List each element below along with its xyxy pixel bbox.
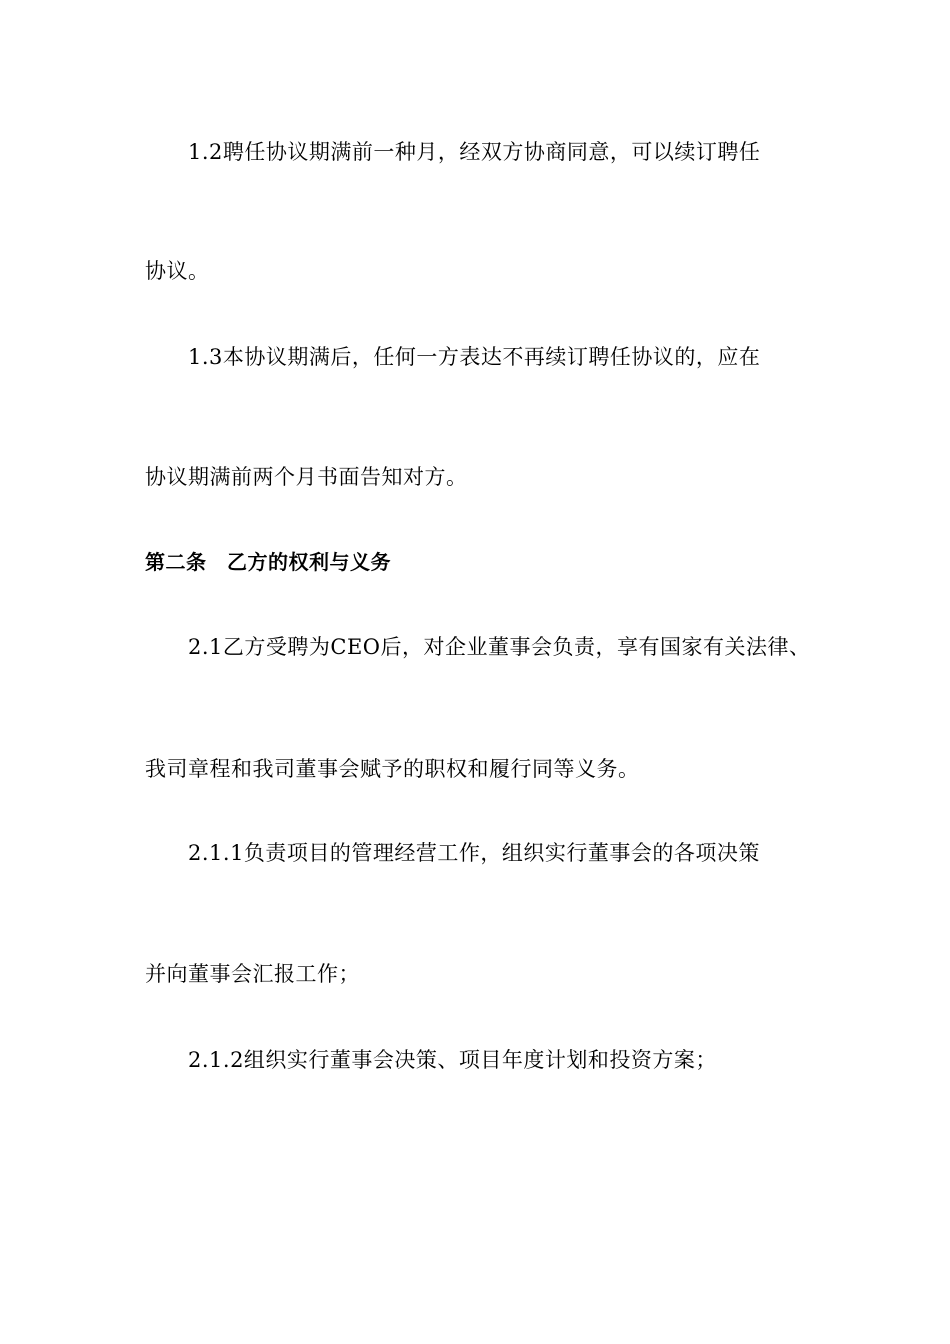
paragraph-2-1-line-1: 2.1乙方受聘为CEO后，对企业董事会负责，享有国家有关法律、 [188, 635, 811, 659]
section-heading: 第二条 乙方的权利与义务 [145, 550, 391, 574]
paragraph-1-3-line-1: 1.3本协议期满后，任何一方表达不再续订聘任协议的，应在 [188, 345, 761, 369]
paragraph-1-2-line-1: 1.2聘任协议期满前一种月，经双方协商同意，可以续订聘任 [188, 140, 761, 164]
paragraph-2-1-2-line-1: 2.1.2组织实行董事会决策、项目年度计划和投资方案； [188, 1048, 717, 1072]
paragraph-1-3-line-2: 协议期满前两个月书面告知对方。 [145, 465, 468, 489]
paragraph-2-1-line-2: 我司章程和我司董事会赋予的职权和履行同等义务。 [145, 757, 640, 781]
paragraph-2-1-1-line-1: 2.1.1负责项目的管理经营工作，组织实行董事会的各项决策 [188, 841, 760, 865]
paragraph-2-1-1-line-2: 并向董事会汇报工作； [145, 962, 360, 986]
paragraph-1-2-line-2: 协议。 [145, 259, 210, 283]
